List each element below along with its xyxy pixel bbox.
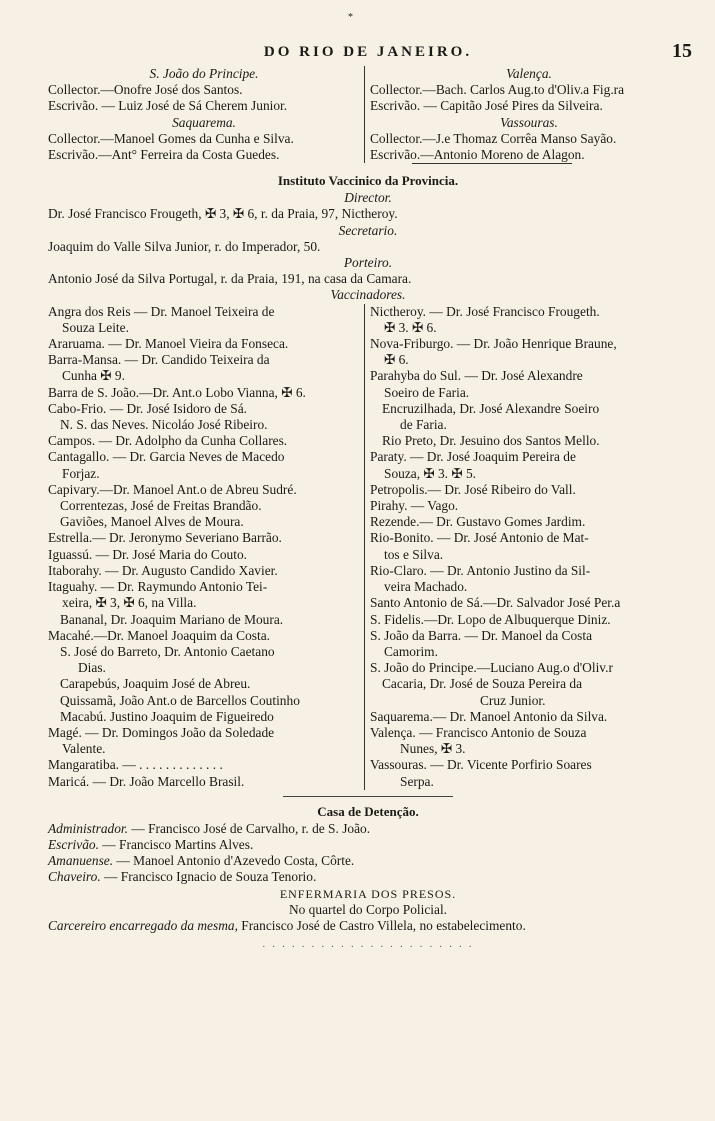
vaccinadores-label: Vaccinadores. <box>330 287 406 303</box>
almanac-page <box>48 12 692 954</box>
collectors-right-column <box>365 66 688 163</box>
list-item: S. João do Principe.—Luciano Aug.o d'Oliv.r <box>370 660 613 676</box>
page-number: 15 <box>672 40 692 62</box>
page-title: DO RIO DE JANEIRO. <box>263 44 473 60</box>
staff-name: — Francisco Ignacio de Souza Tenorio. <box>100 869 317 885</box>
end-rule: · · · · · · · · · · · · · · · · · · · · · · <box>262 942 474 954</box>
list-item: ✠ 6. <box>384 352 409 368</box>
top-mark: * <box>348 12 353 23</box>
list-item: Dias. <box>78 660 106 676</box>
list-item: S. João da Barra. — Dr. Manoel da Costa <box>370 627 593 643</box>
vaccinadores-right-column <box>365 304 688 790</box>
list-item: Rio-Bonito. — Dr. José Antonio de Mat- <box>370 530 589 546</box>
list-item: Cruz Junior. <box>480 692 546 708</box>
list-item: Collector.—Manoel Gomes da Cunha e Silva. <box>48 130 294 146</box>
subheading: Saquarema. <box>172 114 236 130</box>
list-item: Estrella.— Dr. Jeronymo Severiano Barrão. <box>48 530 282 546</box>
staff-role: Chaveiro. <box>48 869 101 885</box>
list-item: Angra dos Reis — Dr. Manoel Teixeira de <box>48 303 275 319</box>
list-item: Escrivão.—Antonio Moreno de Alagon. <box>370 147 585 163</box>
list-item: Correntezas, José de Freitas Brandão. <box>60 498 262 514</box>
list-item: Collector.—Onofre José dos Santos. <box>48 82 243 98</box>
collectors-section <box>48 66 688 163</box>
list-item: Itaguahy. — Dr. Raymundo Antonio Tei- <box>48 579 268 595</box>
list-item: Vassouras. — Dr. Vicente Porfirio Soares <box>370 757 592 773</box>
carcereiro-text: Francisco José de Castro Villela, no estabelecimento. <box>237 917 526 933</box>
list-item: xeira, ✠ 3, ✠ 6, na Villa. <box>62 595 197 611</box>
staff-row <box>48 821 688 837</box>
list-item: Paraty. — Dr. José Joaquim Pereira de <box>370 449 576 465</box>
list-item: Itaborahy. — Dr. Augusto Candido Xavier. <box>48 562 278 578</box>
list-item: de Faria. <box>400 417 447 433</box>
list-item: Barra-Mansa. — Dr. Candido Teixeira da <box>48 352 270 368</box>
secretario-entry: Joaquim do Valle Silva Junior, r. do Imperador, 50. <box>48 238 321 254</box>
staff-row <box>48 837 688 853</box>
list-item: Iguassú. — Dr. José Maria do Couto. <box>48 546 247 562</box>
instituto-title: Instituto Vaccinico da Provincia. <box>277 173 459 189</box>
porteiro-entry: Antonio José da Silva Portugal, r. da Praia, 191, na casa da Camara. <box>48 271 412 287</box>
list-item: Mangaratiba. — . . . . . . . . . . . . . <box>48 757 223 773</box>
list-item: Escrivão. — Luiz José de Sá Cherem Junior. <box>48 98 288 114</box>
detencao-title: Casa de Detenção. <box>317 803 419 819</box>
list-item: Soeiro de Faria. <box>384 384 470 400</box>
list-item: Souza Leite. <box>62 319 129 335</box>
list-item: Rio Preto, Dr. Jesuino dos Santos Mello. <box>382 433 600 449</box>
staff-name: — Manoel Antonio d'Azevedo Costa, Côrte. <box>113 853 355 869</box>
list-item: Bananal, Dr. Joaquim Mariano de Moura. <box>60 611 284 627</box>
list-item: Maricá. — Dr. João Marcello Brasil. <box>48 773 245 789</box>
list-item: Collector.—Bach. Carlos Aug.to d'Oliv.a Fig.ra <box>370 82 625 98</box>
carcereiro-role: Carcereiro encarregado da mesma, <box>48 917 238 933</box>
staff-row <box>48 869 688 885</box>
director-entry: Dr. José Francisco Frougeth, ✠ 3, ✠ 6, r. da Praia, 97, Nictheroy. <box>48 206 398 222</box>
list-item: Quissamã, João Ant.o de Barcellos Coutinho <box>60 692 300 708</box>
staff-role: Amanuense. <box>48 853 114 869</box>
list-item: Nictheroy. — Dr. José Francisco Frougeth. <box>370 303 600 319</box>
staff-role: Escrivão. <box>48 836 99 852</box>
list-item: Encruzilhada, Dr. José Alexandre Soeiro <box>382 400 600 416</box>
vaccinadores-left-column <box>48 304 365 790</box>
porteiro-label: Porteiro. <box>343 255 393 271</box>
subheading: Valença. <box>506 66 552 81</box>
staff-row <box>48 853 688 869</box>
list-item: Nunes, ✠ 3. <box>400 741 466 757</box>
list-item: S. José do Barreto, Dr. Antonio Caetano <box>60 643 275 659</box>
enfermaria-title: ENFERMARIA DOS PRESOS. <box>279 886 457 901</box>
staff-role: Administrador. <box>48 820 128 836</box>
collectors-left-column <box>48 66 365 163</box>
running-head <box>48 12 692 66</box>
list-item: Rio-Claro. — Dr. Antonio Justino da Sil- <box>370 562 591 578</box>
list-item: ✠ 3. ✠ 6. <box>384 319 437 335</box>
list-item: Forjaz. <box>62 465 100 481</box>
list-item: Collector.—J.e Thomaz Corrêa Manso Sayão. <box>370 130 617 146</box>
list-item: Cacaria, Dr. José de Souza Pereira da <box>382 676 583 692</box>
detencao-list <box>48 821 688 886</box>
list-item: Araruama. — Dr. Manoel Vieira da Fonseca. <box>48 336 289 352</box>
list-item: Barra de S. João.—Dr. Ant.o Lobo Vianna, ✠ 6. <box>48 384 306 400</box>
list-item: tos e Silva. <box>384 546 444 562</box>
list-item: Carapebús, Joaquim José de Abreu. <box>60 676 251 692</box>
list-item: Magé. — Dr. Domingos João da Soledade <box>48 724 275 740</box>
list-item: Pirahy. — Vago. <box>370 498 459 514</box>
list-item: Petropolis.— Dr. José Ribeiro do Vall. <box>370 481 576 497</box>
subheading: Vassouras. <box>500 114 558 130</box>
list-item: N. S. das Neves. Nicoláo José Ribeiro. <box>60 417 268 433</box>
list-item: Escrivão.—Ant° Ferreira da Costa Guedes. <box>48 147 280 163</box>
subheading: S. João do Principe. <box>149 66 259 81</box>
list-item: Valente. <box>62 741 106 757</box>
list-item: Saquarema.— Dr. Manoel Antonio da Silva. <box>370 708 608 724</box>
list-item: Santo Antonio de Sá.—Dr. Salvador José Per.a <box>370 595 621 611</box>
list-item: Camorim. <box>384 643 438 659</box>
list-item: Macahé.—Dr. Manoel Joaquim da Costa. <box>48 627 271 643</box>
secretario-label: Secretario. <box>338 222 398 238</box>
list-item: Campos. — Dr. Adolpho da Cunha Collares. <box>48 433 288 449</box>
director-label: Director. <box>344 190 392 206</box>
list-item: Valença. — Francisco Antonio de Souza <box>370 724 587 740</box>
list-item: Capivary.—Dr. Manoel Ant.o de Abreu Sudré. <box>48 481 297 497</box>
list-item: Cantagallo. — Dr. Garcia Neves de Macedo <box>48 449 285 465</box>
list-item: Rezende.— Dr. Gustavo Gomes Jardim. <box>370 514 586 530</box>
list-item: Macabú. Justino Joaquim de Figueiredo <box>60 708 274 724</box>
list-item: Serpa. <box>400 773 434 789</box>
list-item: S. Fidelis.—Dr. Lopo de Albuquerque Diniz. <box>370 611 611 627</box>
list-item: Cabo-Frio. — Dr. José Isidoro de Sá. <box>48 400 247 416</box>
staff-name: — Francisco Martins Alves. <box>98 836 254 852</box>
list-item: veira Machado. <box>384 579 468 595</box>
list-item: Cunha ✠ 9. <box>62 368 125 384</box>
list-item: Souza, ✠ 3. ✠ 5. <box>384 465 476 481</box>
list-item: Escrivão. — Capitão José Pires da Silveira. <box>370 98 603 114</box>
vaccinadores-section <box>48 304 688 790</box>
list-item: Nova-Friburgo. — Dr. João Henrique Braune, <box>370 336 617 352</box>
carcereiro-entry <box>48 918 688 934</box>
list-item: Parahyba do Sul. — Dr. José Alexandre <box>370 368 583 384</box>
list-item: Gaviões, Manoel Alves de Moura. <box>60 514 244 530</box>
staff-name: — Francisco José de Carvalho, r. de S. João. <box>127 820 371 836</box>
enfermaria-location: No quartel do Corpo Policial. <box>288 901 448 917</box>
